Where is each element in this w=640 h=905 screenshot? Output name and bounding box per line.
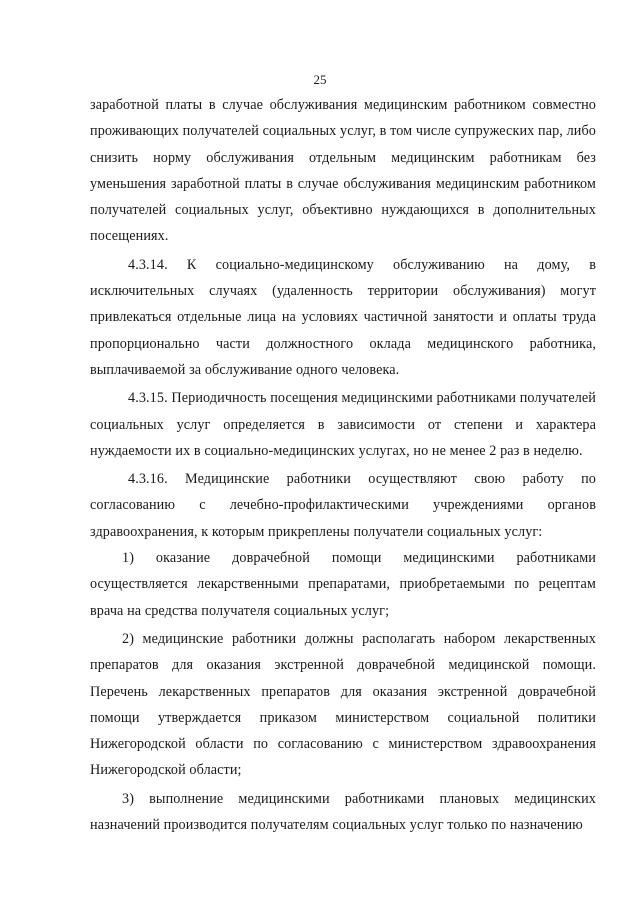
paragraph-4-3-14: 4.3.14. К социально-медицинскому обслуживанию на дому, в исключительных случаях (удаленность территории обслуживания) могут привлекаться отдельные лица на условиях частичной занятости и оплаты труда пропорционально части должностного оклада медицинского работника, выплачиваемой за обслуживание одного человека. [90, 256, 596, 378]
list-item-2: 2) медицинские работники должны располагать набором лекарственных препаратов для оказания экстренной доврачебной медицинской помощи. Перечень лекарственных препаратов для оказания экстренной доврачебной помощи утверждается приказом министерством социальной политики Нижегородской области по согласованию с министерством здравоохранения Нижегородской области; [90, 630, 596, 779]
paragraph-4-3-15: 4.3.15. Периодичность посещения медицинскими работниками получателей социальных услуг определяется в зависимости от степени и характера нуждаемости их в социально-медицинских услугах, но не менее 2 раз в неделю. [90, 390, 596, 459]
paragraph-continuation: заработной платы в случае обслуживания медицинским работником совместно проживающих получателей социальных услуг, в том числе супружеских пар, либо снизить норму обслуживания отдельным медицинским работникам без уменьшения заработной платы в случае обслуживания медицинским работником получателей социальных услуг, объективно нуждающихся в дополнительных посещениях. [90, 97, 596, 245]
list-item-1: 1) оказание доврачебной помощи медицинскими работниками осуществляется лекарственными препаратами, приобретаемыми по рецептам врача на средства получателя социальных услуг; [90, 550, 596, 619]
list-item-3: 3) выполнение медицинскими работниками плановых медицинских назначений производится получателям социальных услуг только по назначению [90, 790, 596, 834]
page-content [90, 92, 596, 838]
paragraph-4-3-16: 4.3.16. Медицинские работники осуществляют свою работу по согласованию с лечебно-профилактическими учреждениями органов здравоохранения, к которым прикреплены получатели социальных услуг: [90, 471, 596, 540]
page-number: 25 [313, 72, 327, 87]
